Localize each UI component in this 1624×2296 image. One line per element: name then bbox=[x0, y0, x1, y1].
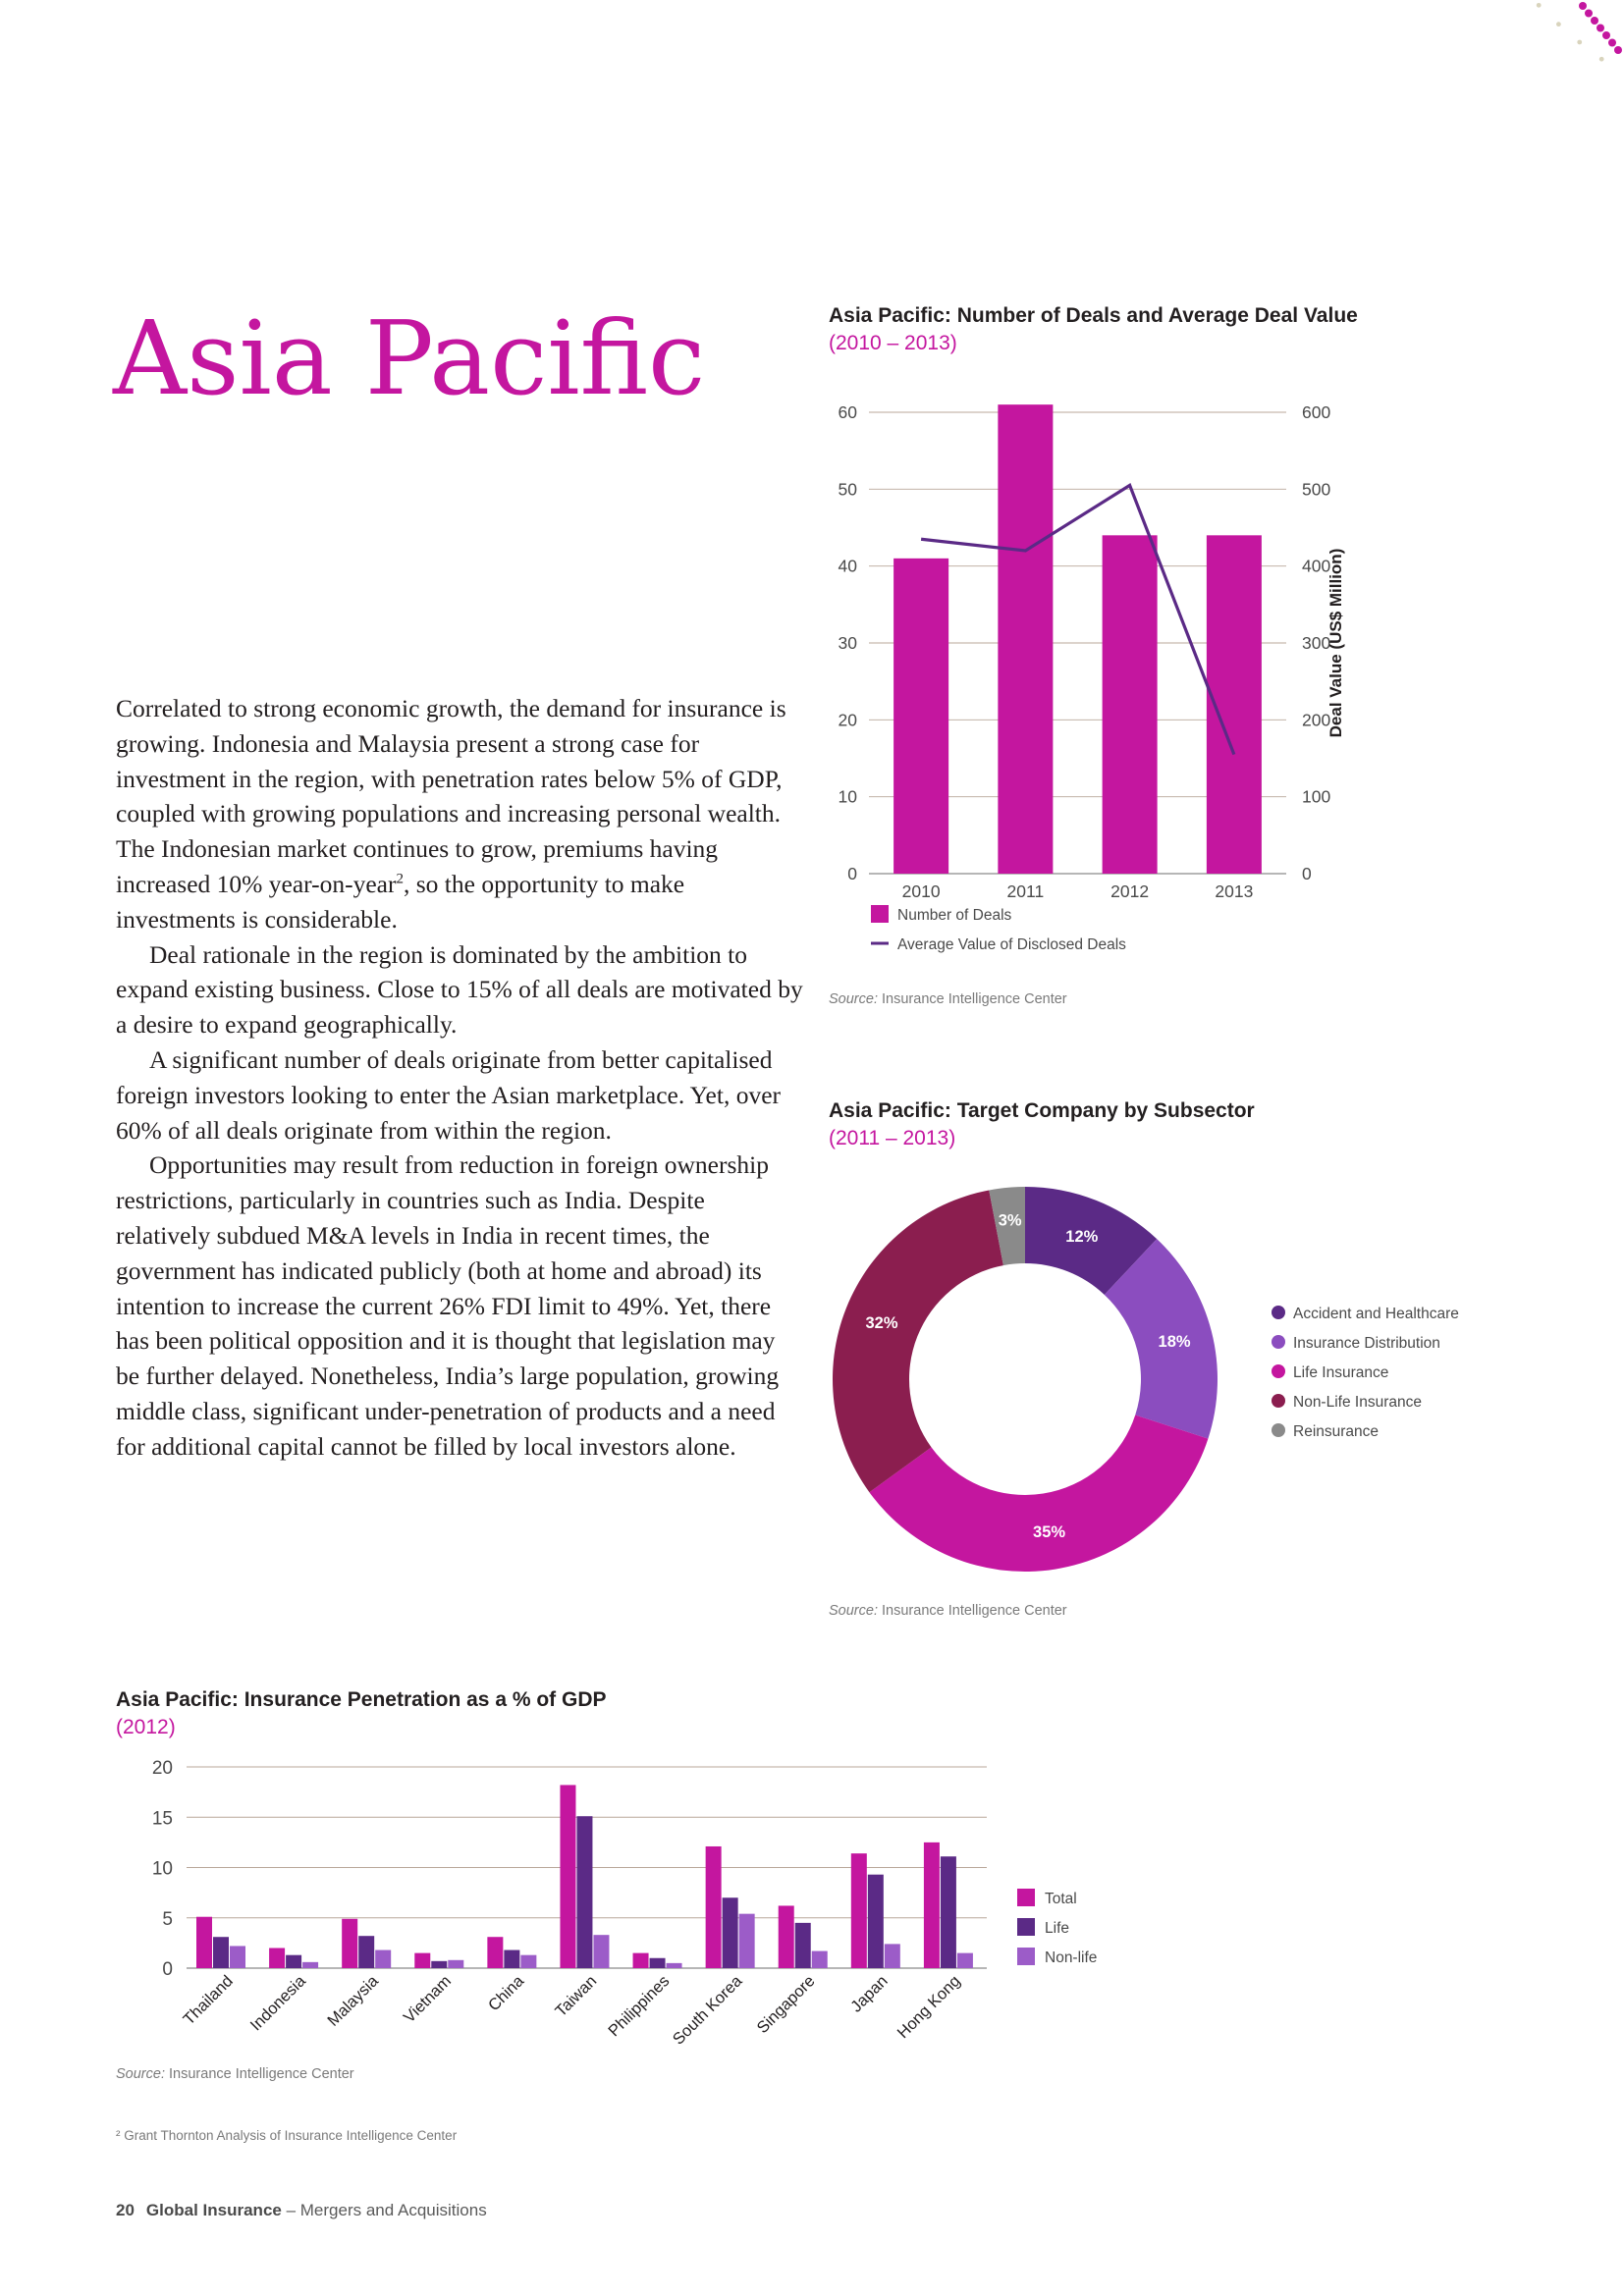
y2-tick-label: 100 bbox=[1302, 786, 1331, 807]
y-tick-label: 20 bbox=[151, 1758, 173, 1779]
deco-dot bbox=[1556, 22, 1561, 27]
legend-label: Non-life bbox=[1045, 1949, 1098, 1966]
slice-label: 3% bbox=[998, 1211, 1022, 1230]
bar-deals-2012 bbox=[1103, 535, 1158, 874]
bar-non-life-thailand bbox=[230, 1946, 245, 1968]
deals-chart bbox=[815, 388, 1365, 996]
x-tick-label: Singapore bbox=[753, 1972, 819, 2038]
y-tick-label: 20 bbox=[838, 710, 857, 730]
x-tick-label: Philippines bbox=[605, 1972, 674, 2041]
slice-label: 32% bbox=[865, 1314, 898, 1333]
deco-dot bbox=[1614, 46, 1622, 54]
y2-axis-label: Deal Value (US$ Million) bbox=[1326, 548, 1345, 738]
legend-label: Non-Life Insurance bbox=[1293, 1394, 1422, 1411]
chart2-source-text: Insurance Intelligence Center bbox=[877, 1603, 1067, 1619]
deco-dot bbox=[1579, 2, 1587, 10]
bar-non-life-singapore bbox=[812, 1951, 828, 1968]
y2-tick-label: 300 bbox=[1302, 633, 1331, 653]
bar-life-south-korea bbox=[723, 1897, 738, 1968]
bar-non-life-japan bbox=[885, 1944, 900, 1968]
bar-non-life-vietnam bbox=[448, 1960, 463, 1968]
paragraph-text: , so the opportunity to make investments is considerable. bbox=[116, 869, 685, 934]
y-tick-label: 10 bbox=[838, 786, 857, 807]
bar-life-taiwan bbox=[576, 1816, 592, 1968]
bar-deals-2010 bbox=[893, 559, 948, 874]
bar-total-philippines bbox=[633, 1953, 649, 1968]
bar-total-south-korea bbox=[706, 1846, 722, 1968]
y2-tick-label: 0 bbox=[1302, 864, 1312, 883]
legend-swatch bbox=[1272, 1423, 1285, 1437]
paragraph-text: A significant number of deals originate from better capitalised foreign investors looking to enter the Asian marketplace. Yet, over 60% of all deals originate from within the region. bbox=[116, 1044, 782, 1145]
legend-label-line: Average Value of Disclosed Deals bbox=[897, 936, 1126, 953]
x-tick-label: Indonesia bbox=[246, 1972, 309, 2035]
legend-swatch bbox=[1017, 1948, 1035, 1965]
publication-name: Global Insurance bbox=[145, 2201, 282, 2219]
body-paragraph bbox=[116, 1148, 803, 1464]
bar-life-indonesia bbox=[286, 1955, 301, 1968]
section-name: – Mergers and Acquisitions bbox=[281, 2201, 487, 2219]
chart3-title: Asia Pacific: Insurance Penetration as a % of GDP bbox=[116, 1688, 607, 1711]
chart3-subtitle: (2012) bbox=[116, 1716, 176, 1738]
decorative-dot-arcs bbox=[0, 0, 1624, 118]
y-tick-label: 50 bbox=[838, 479, 857, 500]
y-tick-label: 0 bbox=[847, 864, 857, 883]
paragraph-text: Opportunities may result from reduction in foreign ownership restrictions, particularly in countries such as India. Despite relatively subdued M&A levels in India in recent times, the government has indicated publicly (both at home and abroad) its intention to increase the current 26% FDI limit to 49%. Yet, there has been political opposition and it is thought that legislation may be further delayed. Nonetheless, India’s large population, growing middle class, significant under-penetration of products and a need for additional capital cannot be filled by local investors alone. bbox=[116, 1150, 780, 1461]
legend-label-deals: Number of Deals bbox=[897, 907, 1012, 924]
bar-life-vietnam bbox=[431, 1961, 447, 1968]
x-tick-label: China bbox=[484, 1972, 528, 2015]
y-tick-label: 15 bbox=[151, 1808, 173, 1830]
chart2-title: Asia Pacific: Target Company by Subsector bbox=[829, 1099, 1255, 1122]
donut-slice-non-life-insurance bbox=[833, 1190, 1003, 1492]
footnote: ² Grant Thornton Analysis of Insurance Intelligence Center bbox=[116, 2128, 458, 2143]
chart1-source bbox=[829, 991, 1067, 1007]
bar-non-life-malaysia bbox=[375, 1950, 391, 1968]
y-tick-label: 5 bbox=[162, 1908, 173, 1930]
y-tick-label: 30 bbox=[838, 633, 857, 653]
chart3-source-label: Source: bbox=[116, 2066, 165, 2082]
body-text bbox=[116, 691, 803, 1465]
bar-life-japan bbox=[868, 1875, 884, 1968]
bar-life-china bbox=[504, 1950, 519, 1968]
chart1-subtitle: (2010 – 2013) bbox=[829, 332, 957, 354]
bar-non-life-south-korea bbox=[739, 1914, 755, 1968]
body-paragraph bbox=[116, 1042, 803, 1148]
y-tick-label: 10 bbox=[151, 1858, 173, 1880]
legend-label: Insurance Distribution bbox=[1293, 1335, 1440, 1352]
deco-dot bbox=[1591, 17, 1598, 25]
slice-label: 12% bbox=[1065, 1228, 1099, 1247]
legend-label: Accident and Healthcare bbox=[1293, 1306, 1459, 1322]
paragraph-text: Deal rationale in the region is dominated by the ambition to expand existing business. Close to 15% of all deals are motivated by a desire to expand geographically. bbox=[116, 939, 803, 1040]
bar-life-philippines bbox=[650, 1958, 666, 1968]
bar-non-life-hong-kong bbox=[957, 1953, 973, 1968]
y2-tick-label: 200 bbox=[1302, 710, 1331, 730]
chart2-source bbox=[829, 1603, 1067, 1619]
body-paragraph bbox=[116, 937, 803, 1042]
bar-total-thailand bbox=[196, 1917, 212, 1968]
paragraph-text: Correlated to strong economic growth, the demand for insurance is growing. Indonesia and Malaysia present a strong case for investment in the region, with penetration rates below 5% of GDP, coupled with growing populations and increasing personal wealth. The Indonesian market continues to grow, premiums having increased 10% year-on-year bbox=[116, 694, 786, 898]
y-tick-label: 60 bbox=[838, 402, 857, 422]
x-tick-label: Japan bbox=[847, 1972, 892, 2016]
y2-tick-label: 600 bbox=[1302, 402, 1331, 422]
x-tick-label: Thailand bbox=[180, 1972, 237, 2029]
deco-dot bbox=[1577, 40, 1582, 45]
chart1-source-text: Insurance Intelligence Center bbox=[877, 991, 1067, 1007]
page-title: Asia Pacific bbox=[113, 298, 706, 418]
bar-total-indonesia bbox=[269, 1949, 285, 1969]
bar-non-life-philippines bbox=[667, 1963, 682, 1968]
bar-life-singapore bbox=[795, 1923, 811, 1968]
deco-dot bbox=[1602, 31, 1610, 39]
legend-label: Reinsurance bbox=[1293, 1423, 1380, 1440]
chart3-source-text: Insurance Intelligence Center bbox=[164, 2066, 354, 2082]
bar-total-vietnam bbox=[414, 1953, 430, 1968]
bar-life-malaysia bbox=[358, 1936, 374, 1968]
bar-deals-2011 bbox=[998, 404, 1053, 874]
chart1-source-label: Source: bbox=[829, 991, 878, 1007]
slice-label: 18% bbox=[1158, 1332, 1191, 1351]
bar-total-japan bbox=[851, 1853, 867, 1968]
line-avg-deal-value bbox=[921, 485, 1234, 754]
bar-non-life-taiwan bbox=[593, 1935, 609, 1968]
footnote-marker: 2 bbox=[396, 871, 404, 887]
bar-life-hong-kong bbox=[941, 1856, 956, 1968]
chart2-subtitle: (2011 – 2013) bbox=[829, 1127, 956, 1149]
penetration-chart bbox=[116, 1747, 1098, 2071]
bar-total-taiwan bbox=[560, 1785, 575, 1968]
legend-swatch bbox=[1272, 1335, 1285, 1349]
subsector-donut-chart bbox=[815, 1158, 1502, 1590]
deco-dot bbox=[1599, 57, 1604, 62]
x-tick-label: 2011 bbox=[1006, 881, 1045, 901]
legend-swatch bbox=[1272, 1364, 1285, 1378]
x-tick-label: Vietnam bbox=[400, 1972, 456, 2027]
x-tick-label: 2013 bbox=[1215, 881, 1254, 901]
legend-swatch bbox=[1017, 1889, 1035, 1906]
bar-total-china bbox=[487, 1937, 503, 1968]
deco-dot bbox=[1597, 25, 1604, 32]
deco-dot bbox=[1585, 10, 1593, 18]
x-tick-label: Taiwan bbox=[552, 1972, 601, 2021]
legend-label: Life bbox=[1045, 1920, 1069, 1937]
y-tick-label: 40 bbox=[838, 556, 857, 576]
legend-swatch bbox=[1017, 1918, 1035, 1936]
chart1-title: Asia Pacific: Number of Deals and Average Deal Value bbox=[829, 304, 1358, 327]
legend-swatch-deals bbox=[871, 905, 889, 923]
bar-total-hong-kong bbox=[924, 1842, 940, 1968]
x-tick-label: 2012 bbox=[1110, 881, 1150, 901]
bar-non-life-indonesia bbox=[302, 1962, 318, 1968]
page-footer bbox=[116, 2201, 487, 2220]
x-tick-label: South Korea bbox=[669, 1972, 746, 2049]
y2-tick-label: 500 bbox=[1302, 479, 1331, 500]
x-tick-label: Malaysia bbox=[324, 1972, 383, 2030]
page-number: 20 bbox=[116, 2201, 135, 2219]
chart3-source bbox=[116, 2066, 354, 2082]
body-paragraph bbox=[116, 691, 803, 937]
legend-label: Life Insurance bbox=[1293, 1364, 1389, 1381]
x-tick-label: Hong Kong bbox=[893, 1972, 964, 2043]
bar-total-singapore bbox=[779, 1905, 794, 1968]
y-tick-label: 0 bbox=[162, 1959, 173, 1980]
bar-total-malaysia bbox=[342, 1919, 357, 1968]
legend-swatch bbox=[1272, 1394, 1285, 1408]
x-tick-label: 2010 bbox=[901, 881, 941, 901]
bar-life-thailand bbox=[213, 1937, 229, 1968]
chart2-source-label: Source: bbox=[829, 1603, 878, 1619]
bar-non-life-china bbox=[520, 1955, 536, 1968]
y2-tick-label: 400 bbox=[1302, 556, 1331, 576]
slice-label: 35% bbox=[1033, 1523, 1066, 1542]
legend-swatch bbox=[1272, 1306, 1285, 1319]
deco-dot bbox=[1608, 39, 1616, 47]
legend-label: Total bbox=[1045, 1891, 1077, 1907]
deco-dot bbox=[1537, 3, 1542, 8]
